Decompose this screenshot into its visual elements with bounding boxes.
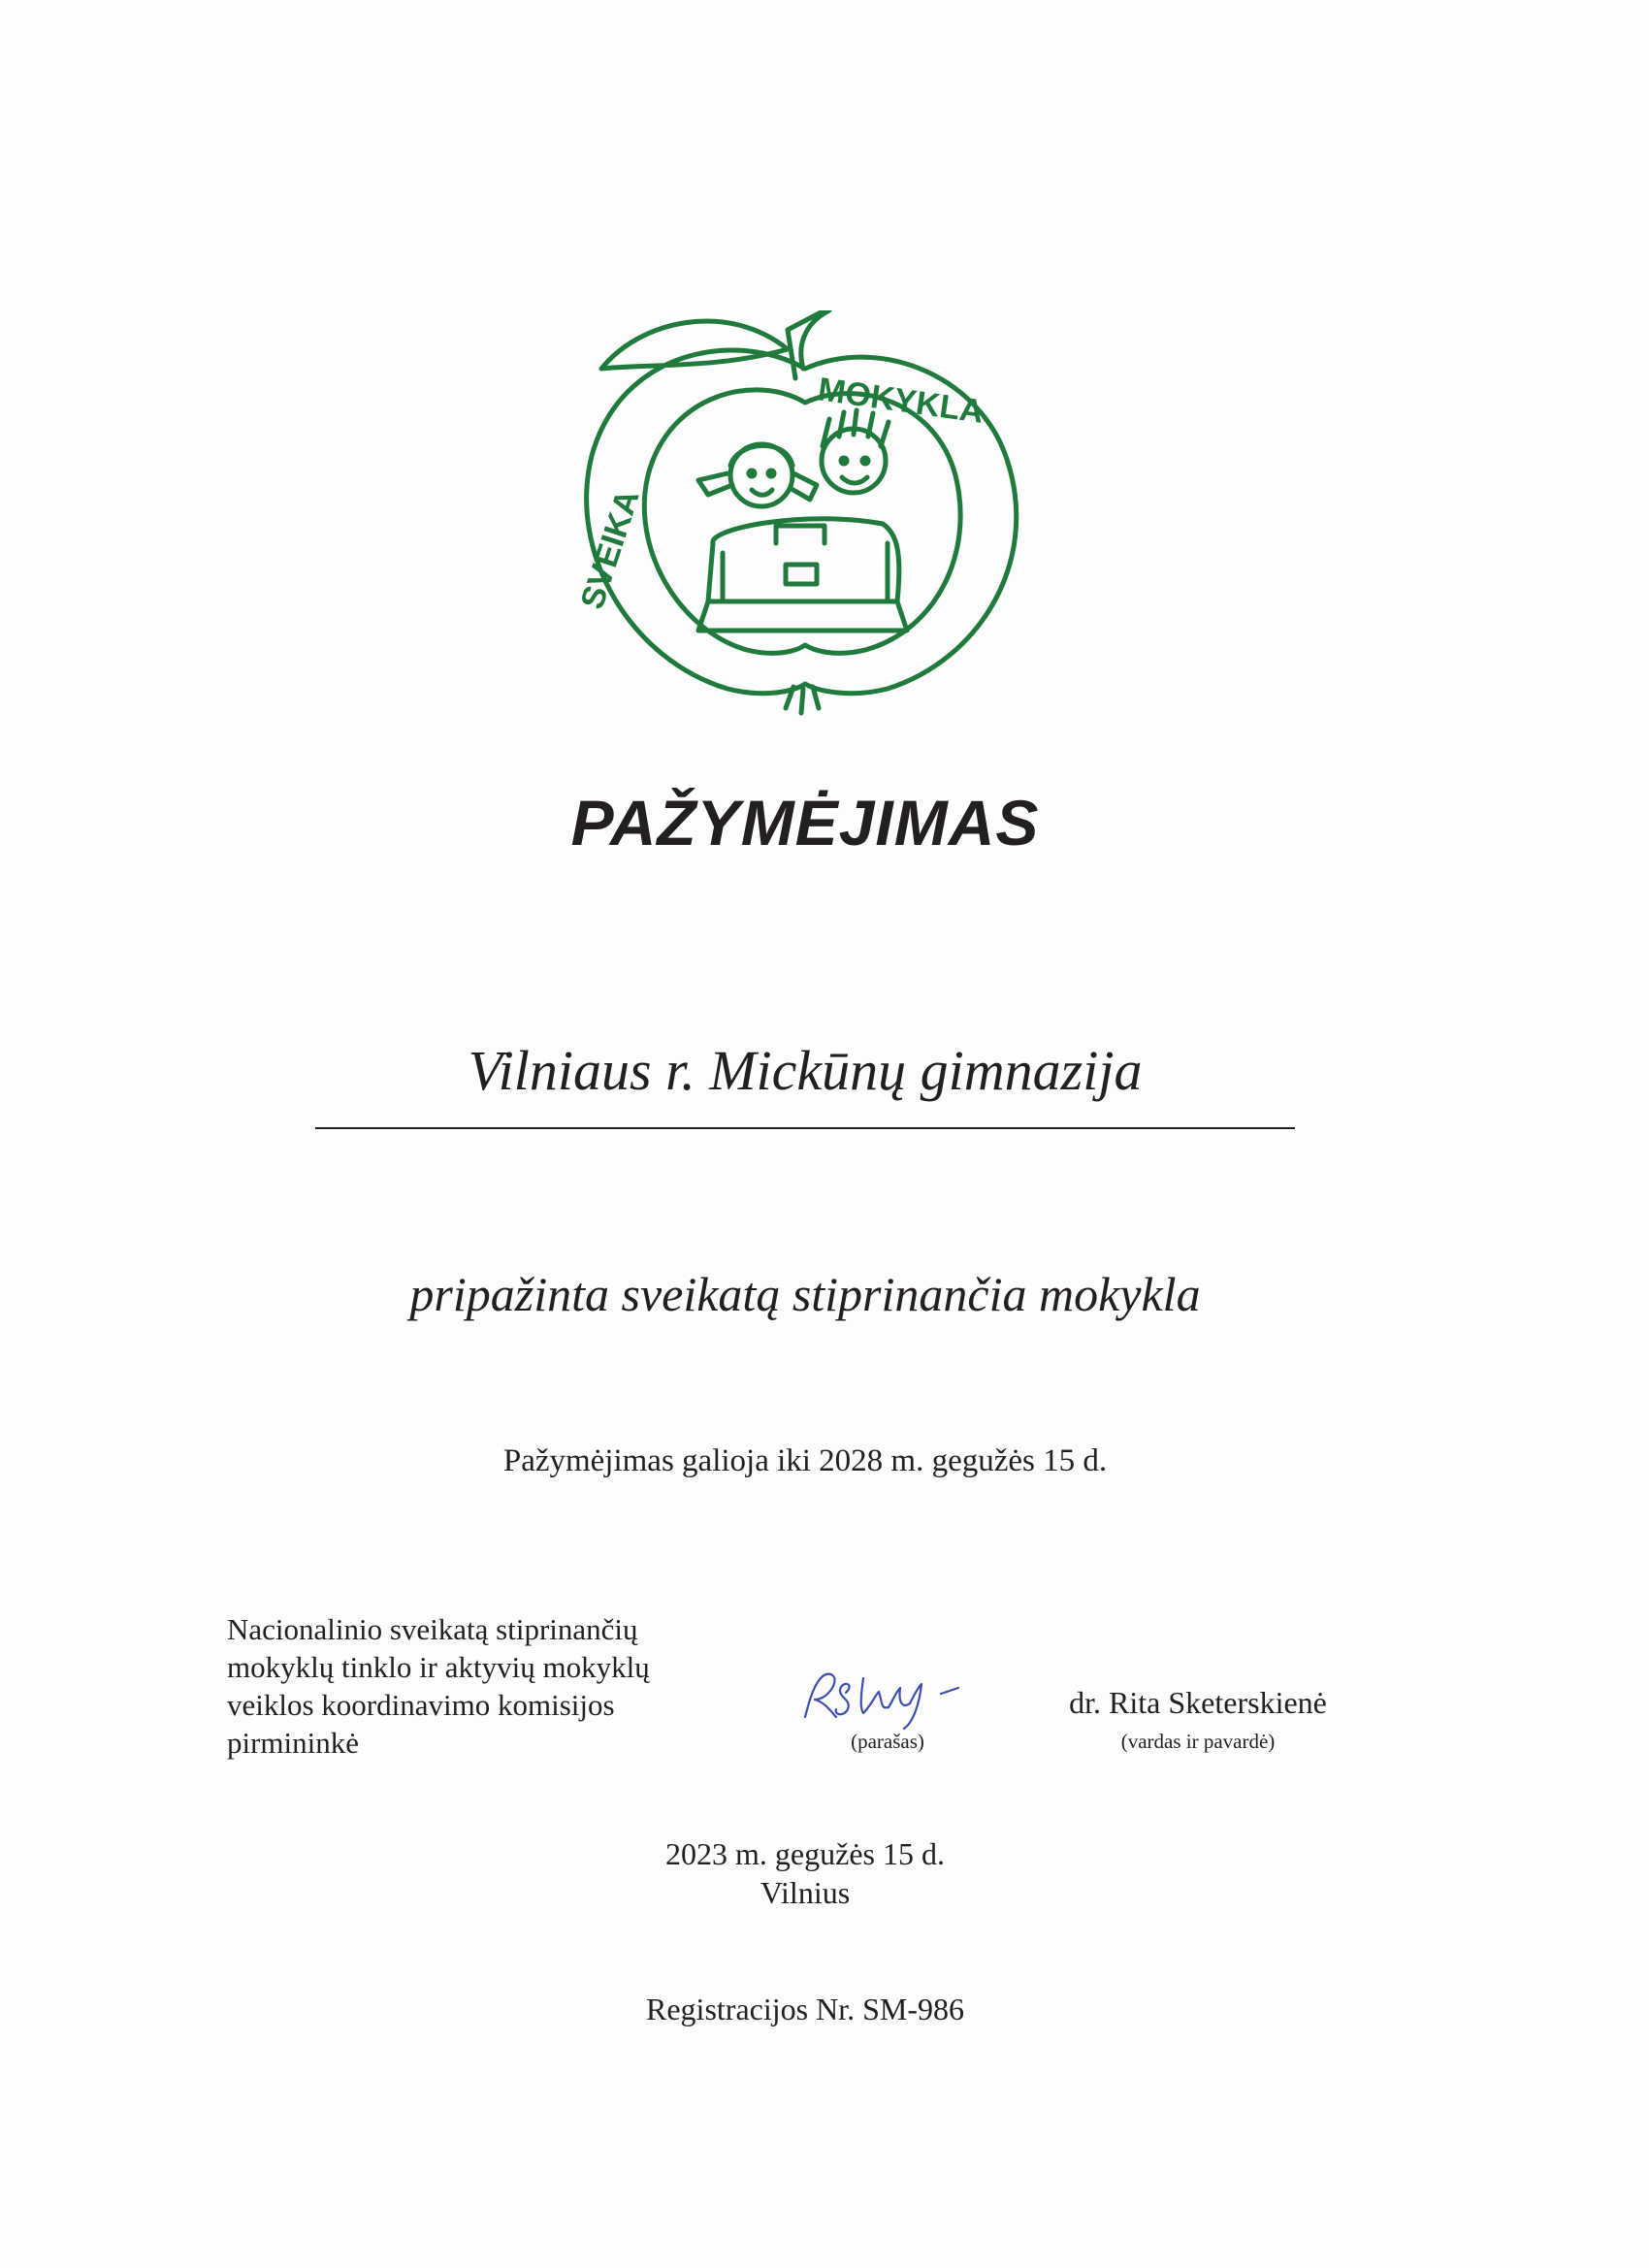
validity-statement: Pažymėjimas galioja iki 2028 m. gegužės 15 d. — [502, 1443, 1108, 1478]
school-name: Vilniaus r. Mickūnų gimnazija — [468, 1039, 1143, 1102]
signatory-position-line: veiklos koordinavimo komisijos — [227, 1688, 615, 1722]
logo-text-mokykla: MOKYKLA — [815, 371, 986, 431]
certificate-title: PAŽYMĖJIMAS — [570, 787, 1040, 859]
logo-text-sveika: SVEIKA — [573, 485, 647, 614]
handwritten-signature — [786, 1649, 999, 1736]
signatory-position — [227, 1610, 770, 1762]
school-name-underline — [315, 1127, 1295, 1129]
signer-name-caption: (vardas ir pavardė) — [1120, 1730, 1276, 1753]
issue-place: Vilnius — [760, 1875, 851, 1910]
signer-name: dr. Rita Sketerskienė — [1069, 1685, 1327, 1720]
signature-caption: (parašas) — [851, 1730, 924, 1753]
signatory-position-line: mokyklų tinklo ir aktyvių mokyklų — [227, 1650, 650, 1684]
signatory-position-line: pirmininkė — [227, 1726, 360, 1760]
issue-date: 2023 m. gegužės 15 d. — [665, 1836, 945, 1871]
registration-number: Registracijos Nr. SM-986 — [646, 1992, 964, 2026]
signatory-position-line: Nacionalinio sveikatą stiprinančių — [227, 1612, 638, 1646]
recognition-statement: pripažinta sveikatą stiprinančia mokykla — [409, 1267, 1201, 1321]
sveika-mokykla-logo — [563, 310, 1048, 718]
